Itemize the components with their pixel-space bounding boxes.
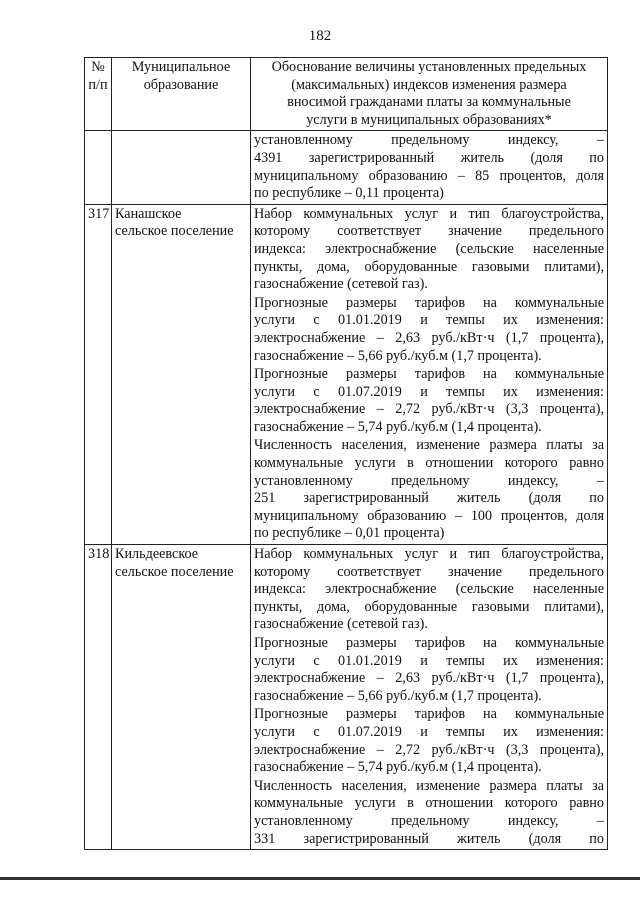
text-line: установленному предельному индексу, – [254,472,604,489]
text-line: Набор коммунальных услуг и тип благоустройства, [254,205,604,222]
text-line: газоснабжение (сетевой газ). [254,276,428,293]
justification-text [251,204,608,544]
continuation-name-cell [112,131,251,204]
text-line: газоснабжение (сетевой газ). [254,616,428,633]
text-line: установленному предельному индексу, – [254,132,604,149]
tariff-index-table [84,57,608,850]
header-line: № [91,59,105,75]
text-line: услуги с 01.01.2019 и темпы их изменения: [254,312,604,329]
text-line: услуги с 01.07.2019 и темпы их изменения: [254,383,604,400]
continuation-row [85,131,608,204]
text-line: электроснабжение – 2,72 руб./кВт·ч (3,3 процента), [254,741,604,758]
header-line: Муниципальное [131,59,231,75]
name-line: Канашское [115,205,182,222]
table-row [85,545,608,850]
text-line: Прогнозные размеры тарифов на коммунальные [254,706,604,723]
text-line: Прогнозные размеры тарифов на коммунальные [254,294,604,311]
text-line: 331 зарегистрированный житель (доля по [254,830,604,847]
text-line: электроснабжение – 2,63 руб./кВт·ч (1,7 процента), [254,329,604,346]
paragraph [254,706,604,776]
continuation-text-cell [251,131,608,204]
text-line: услуги с 01.01.2019 и темпы их изменения: [254,652,604,669]
text-line: газоснабжение – 5,66 руб./куб.м (1,7 процента). [254,687,542,704]
text-line: установленному предельному индексу, – [254,812,604,829]
header-num [85,58,112,131]
row-number: 317 [85,204,112,544]
paragraph [254,295,604,365]
paragraph [254,437,604,543]
text-line: коммунальные услуги в отношении которого равно [254,455,604,472]
text-line: 251 зарегистрированный житель (доля по [254,490,604,507]
header-justification [251,58,608,131]
text-line: которому соответствует значение предельного [254,563,604,580]
table-header-row [85,58,608,131]
row-number: 318 [85,545,112,850]
header-line: услуги в муниципальных образованиях* [306,111,552,128]
header-municipality [112,58,251,131]
text-line: индекса: электроснабжение (сельские населенные [254,240,604,257]
text-line: газоснабжение – 5,74 руб./куб.м (1,4 процента). [254,759,542,776]
header-line: п/п [88,76,108,93]
text-line: Набор коммунальных услуг и тип благоустройства, [254,546,604,563]
text-line: пункты, дома, оборудованные газовыми плитами), [254,258,604,275]
text-line: Прогнозные размеры тарифов на коммунальные [254,366,604,383]
text-line: электроснабжение – 2,72 руб./кВт·ч (3,3 процента), [254,401,604,418]
text-line: 4391 зарегистрированный житель (доля по [254,149,604,166]
header-line: Обоснование величины установленных предельных [271,59,587,75]
paragraph [254,546,604,634]
text-line: по республике – 0,11 процента) [254,185,444,202]
text-line: коммунальные услуги в отношении которого равно [254,795,604,812]
header-line: образование [143,76,219,93]
page-number: 182 [308,28,332,44]
text-line: пункты, дома, оборудованные газовыми плитами), [254,598,604,615]
text-line: услуги с 01.07.2019 и темпы их изменения: [254,723,604,740]
text-line: которому соответствует значение предельного [254,223,604,240]
paragraph [254,366,604,436]
municipality-name [112,204,251,544]
table-row [85,204,608,544]
text-line: муниципальному образованию – 85 процентов, доля [254,167,604,184]
text-line: Численность населения, изменение размера платы за [254,437,604,454]
text-line: Прогнозные размеры тарифов на коммунальные [254,635,604,651]
paragraph [254,635,604,705]
text-line: Численность населения, изменение размера платы за [254,777,604,794]
continuation-num-cell [85,131,112,204]
name-line: сельское поселение [115,223,234,240]
text-line: индекса: электроснабжение (сельские населенные [254,581,604,598]
paragraph [254,132,604,202]
header-line: вносимой гражданами платы за коммунальные [287,94,571,111]
municipality-name [112,545,251,850]
header-line: (максимальных) индексов изменения размера [291,76,567,93]
text-line: газоснабжение – 5,66 руб./куб.м (1,7 процента). [254,347,542,364]
paragraph [254,206,604,294]
page-bottom-edge [0,877,640,880]
text-line: газоснабжение – 5,74 руб./куб.м (1,4 процента). [254,418,542,435]
name-line: Кильдеевское [115,546,199,563]
text-line: муниципальному образованию – 100 процентов, доля [254,507,604,524]
name-line: сельское поселение [115,563,234,580]
text-line: по республике – 0,01 процента) [254,525,445,542]
paragraph [254,778,604,848]
text-line: электроснабжение – 2,63 руб./кВт·ч (1,7 процента), [254,670,604,687]
justification-text [251,545,608,850]
